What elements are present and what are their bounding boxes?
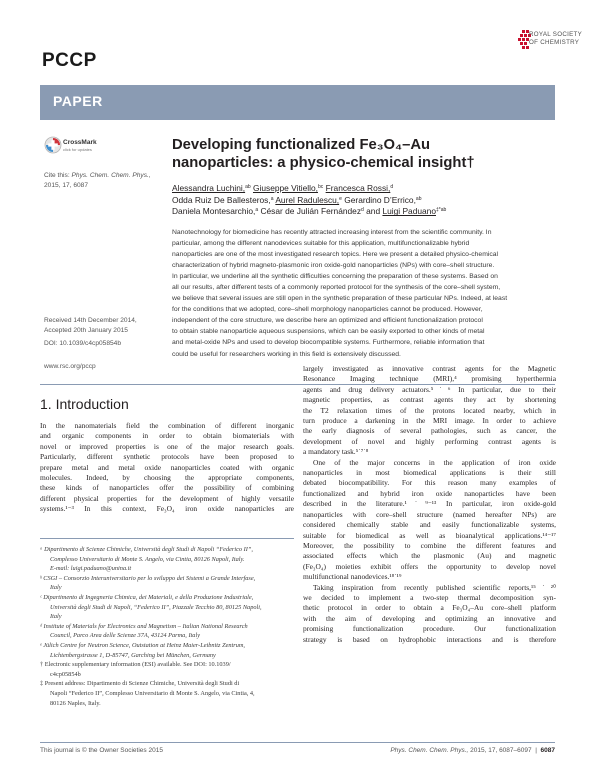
rsc-logo-line-1: ROYAL SOCIETY xyxy=(529,31,583,38)
author-conjunction: and xyxy=(366,206,381,217)
author-name[interactable]: Alessandra Luchini, xyxy=(172,183,246,193)
abstract-line: could be useful for researchers working in this field is extensively discussed. xyxy=(172,350,401,358)
rsc-logo-text xyxy=(529,31,582,46)
abstract-line: and metal-oxide NPs and used to develop biocompatible systems. Furthermore, reliable information that xyxy=(172,339,485,347)
footnotes-line: ᶜ Dipartimento di Ingegneria Chimica, dei Materiali, e della Produzione Industriale, xyxy=(40,593,254,601)
author-affiliation: d xyxy=(361,207,364,214)
right-column-line: One of the major concerns in the application of iron oxide xyxy=(313,457,556,467)
section-number: 1. xyxy=(40,396,52,412)
footnotes-line: Italy xyxy=(50,584,62,592)
right-column-line: functionalized and hybrid iron oxide nanoparticles have been xyxy=(303,488,556,498)
footer-volume: 2015, 17, 6087–6097 xyxy=(470,747,532,754)
section-title: Introduction xyxy=(55,396,129,412)
cite-prefix: Cite this: xyxy=(44,172,70,179)
left-column-line: Particularly, different synthetic protocols have been proposed to xyxy=(40,452,294,462)
footnotes-line: Complesso Universitario di Monte S. Angelo, via Cintia, 80126 Napoli, Italy. xyxy=(50,555,245,563)
right-column-line: agents and drug delivery actuators.⁵˙⁶ In particular, due to their xyxy=(303,384,556,394)
section-band xyxy=(40,85,555,120)
right-column-line: suitable for biomedical as well as bioanalytical applications.¹⁴⁻¹⁷ xyxy=(303,530,556,540)
author-name: Gerardino D’Errico, xyxy=(344,194,416,205)
footnote-divider xyxy=(40,538,294,539)
rsc-logo-line-2: OF CHEMISTRY xyxy=(529,38,580,46)
article-title xyxy=(172,136,552,172)
author-name[interactable]: Aurel Radulescu, xyxy=(275,194,340,205)
left-column-line: systems.¹⁻³ In this context, Fe₃O₄ iron oxide nanoparticles are xyxy=(40,504,294,514)
received-date: Received 14th December 2014, xyxy=(44,317,137,324)
footnotes xyxy=(40,545,294,708)
footnotes-line: E-mail: luigi.paduano@unina.it xyxy=(50,565,132,573)
footnotes-line: Lichtenbergstrasse 1, D-85747, Garching bei München, Germany xyxy=(50,651,216,659)
footnotes-line: ᵉ Jülich Centre for Neutron Science, Outstation at Heinz Maier-Leibnitz Zentrum, xyxy=(40,641,245,649)
right-column-line: we decided to implement a two-step thermal decomposition syn- xyxy=(303,592,556,602)
author-affiliation: d xyxy=(390,184,394,190)
right-column-line: magnetic properties, as contrast agents they act by shortening xyxy=(303,395,556,405)
right-column-line: Resonance Imaging technique (MRI),⁴ promising hyperthermia xyxy=(303,374,556,384)
author-affiliation: a xyxy=(270,195,274,202)
footnotes-line: ᵈ Institute of Materials for Electronics and Magnetism – Italian National Research xyxy=(40,622,248,630)
author-line-2 xyxy=(172,195,552,207)
left-column xyxy=(40,421,294,515)
abstract-line: nanoparticles are one of the most investigated research topics. Here we present a detailed physico-chemical xyxy=(172,251,499,259)
right-column-line: nanoparticles in most biomedical applications is their still xyxy=(303,468,556,478)
abstract-line: particular, among the different nanodevices suitable for this application, multifunctionalizable hybrid xyxy=(172,240,470,248)
right-column-line: a mandatory task.⁵˙⁷˙⁸ xyxy=(303,447,369,457)
abstract-line: all our results, after different tests of a commonly reported protocol for the synthesis of the core–shell system, xyxy=(172,284,501,292)
author-line-1 xyxy=(172,183,552,195)
page-number: 6087 xyxy=(540,747,555,754)
footnotes-line: Italy xyxy=(50,613,62,621)
right-column-line: largely investigated as innovative contrast agents for the Magnetic xyxy=(303,364,556,373)
abstract-line: for the conditions that we adopted, core–shell morphology nanoparticles cannot be produced. However, xyxy=(172,306,483,314)
right-column-line: turn produce a darkening in the MRI image. In order to achieve xyxy=(303,416,556,426)
right-column-line: strategy is based on hydrophobic interactions and is therefore xyxy=(303,634,556,644)
right-column-line: described in the literature.¹˙⁹⁻¹³ In particular, iron oxide-gold xyxy=(303,499,556,509)
left-column-line: different physical properties for the development of highly versatile xyxy=(40,493,294,503)
author-affiliation: e xyxy=(339,195,342,202)
right-column-line: the early diagnosis of several pathologies, such as cancer, the xyxy=(303,426,556,436)
right-column-line: thetic protocol in order to obtain a Fe₃O₄–Au core–shell platform xyxy=(303,603,556,613)
footer-journal: Phys. Chem. Chem. Phys., xyxy=(390,747,469,754)
right-column-line: Moreover, the possibility to combine the different features and xyxy=(303,540,556,550)
author-affiliation: a xyxy=(255,207,259,214)
footnotes-line: ‡ Present address: Dipartimento di Scienze Chimiche, Università degli Studi di xyxy=(40,680,240,688)
right-column-line: associated effects which the plasmonic (Au) and magnetic xyxy=(303,551,556,561)
author-name[interactable]: Francesca Rossi, xyxy=(325,183,391,193)
abstract-line: characterization of hybrid magneto-plasmonic iron oxide-gold nanoparticles (NPs) with core–shell structure. xyxy=(172,262,495,270)
cite-volume: 2015, 17, 6087 xyxy=(44,182,88,189)
section-heading xyxy=(40,396,129,412)
title-line-2: nanoparticles: a physico-chemical insight† xyxy=(172,155,475,171)
author-name: César de Julián Fernández xyxy=(260,206,362,217)
footnotes-line: † Electronic supplementary information (ESI) available. See DOI: 10.1039/ xyxy=(40,661,231,669)
footer-divider xyxy=(40,742,555,743)
right-column-line: promising functionalization procedure. Our functionalization xyxy=(303,624,556,634)
footnotes-line: Council, Parco Area delle Scienze 37A, 43124 Parma, Italy xyxy=(50,632,200,640)
author-name: Daniela Montesarchio, xyxy=(172,206,256,217)
copyright: This journal is © the Owner Societies 2015 xyxy=(40,747,163,754)
author-name[interactable]: Giuseppe Vitiello, xyxy=(252,183,319,193)
footnotes-line: ᵃ Dipartimento di Scienze Chimiche, Università degli Studi di Napoli “Federico II”, xyxy=(40,546,253,553)
right-column-line: debated biocompatibility. For this reason many examples of xyxy=(303,478,556,488)
title-line-1: Developing functionalized Fe₃O₄–Au xyxy=(172,137,431,153)
footnotes-line: ᵇ CSGI – Consorzio Interuniversitario per lo sviluppo dei Sistemi a Grande Interfase, xyxy=(40,574,256,582)
abstract-line: Nanotechnology for biomedicine has recently attracted increasing interest from the scientific community. In xyxy=(172,229,492,236)
left-column-line: novel or improved properties is one of the major research goals. xyxy=(40,441,294,451)
left-column-line: these kinds of nanoparticles offer the possibility of combining xyxy=(40,483,294,493)
footnotes-line: 80126 Naples, Italy. xyxy=(50,699,101,707)
right-column-line: (Fe₃O₄) moieties exhibit offers the opportunity to develop novel xyxy=(303,561,556,571)
footnotes-line: Università degli Studi di Napoli, “Federico II”, Piazzale Tecchio 80, 80125 Napoli, xyxy=(50,603,262,611)
cite-journal: Phys. Chem. Chem. Phys., xyxy=(71,172,151,179)
footer-citation: Phys. Chem. Chem. Phys., 2015, 17, 6087–6097 | 6087 xyxy=(390,747,555,754)
left-column-line: prepare metal and metal oxide nanoparticles coated with organic xyxy=(40,462,294,472)
abstract-line: to obtain stable nanoparticle aqueous suspensions, which can be easily exported to other kinds of metal xyxy=(172,328,485,336)
right-column-line: the T2 relaxation times of the protons located nearby, which in xyxy=(303,405,556,415)
author-list xyxy=(172,183,552,218)
right-column-line: development of novel and highly performing contrast agents is xyxy=(303,436,556,446)
abstract-line: In particular, we underline all the synthetic difficulties concerning the preparation of these systems. Based on xyxy=(172,273,498,281)
journal-name: PCCP xyxy=(42,50,97,71)
author-line-3 xyxy=(172,206,552,218)
left-column-line: In the nanomaterials field the combination of different inorganic xyxy=(40,421,294,430)
author-name: Odda Ruiz De Ballesteros, xyxy=(172,194,271,205)
left-column-line: molecules. Indeed, by choosing the appropriate components, xyxy=(40,473,294,483)
doi[interactable]: DOI: 10.1039/c4cp05854b xyxy=(44,340,121,347)
dates xyxy=(44,316,137,335)
citation-block xyxy=(44,171,164,191)
right-column-line: with the aim of developing and optimizing an innovative and xyxy=(303,613,556,623)
abstract xyxy=(172,227,555,360)
accepted-date: Accepted 20th January 2015 xyxy=(44,326,128,334)
right-column-line: multifunctional nanodevices.¹⁸˙¹⁹ xyxy=(303,572,402,582)
article-type-label: PAPER xyxy=(53,93,103,109)
author-affiliation: ab xyxy=(245,184,251,190)
footnotes-line: c4cp05854b xyxy=(50,670,81,678)
author-affiliation: ab xyxy=(415,195,422,202)
right-column-line: Taking inspiration from recently published scientific reports,¹⁵˙²⁰ xyxy=(313,582,556,592)
abstract-line: independent of the core structure, we describe here an optimized and efficient functionalization protocol xyxy=(172,317,483,325)
crossmark-label: CrossMark xyxy=(63,139,97,146)
footnotes-line: Napoli “Federico II”, Complesso Universitario di Monte S. Angelo, via Cintia, 4, xyxy=(50,689,255,697)
crossmark-sublabel: click for updates xyxy=(63,147,92,152)
author-affiliation: bc xyxy=(318,184,324,190)
left-column-line: and organic components in order to obtain biomaterials with xyxy=(40,431,294,441)
right-column-line: considered chemically stable and easily functionalizable systems, xyxy=(303,520,556,530)
abstract-line: we believe that several issues are still open in the synthetic preparation of these particular NPs. Indeed, at least xyxy=(172,295,508,303)
author-affiliation: ‡*ab xyxy=(436,207,447,214)
right-column-line: nanoparticles with core–shell structure (named hereafter NPs) are xyxy=(303,509,556,519)
right-column xyxy=(303,364,556,645)
author-name[interactable]: Luigi Paduano xyxy=(382,206,436,217)
journal-url[interactable]: www.rsc.org/pccp xyxy=(44,363,96,370)
